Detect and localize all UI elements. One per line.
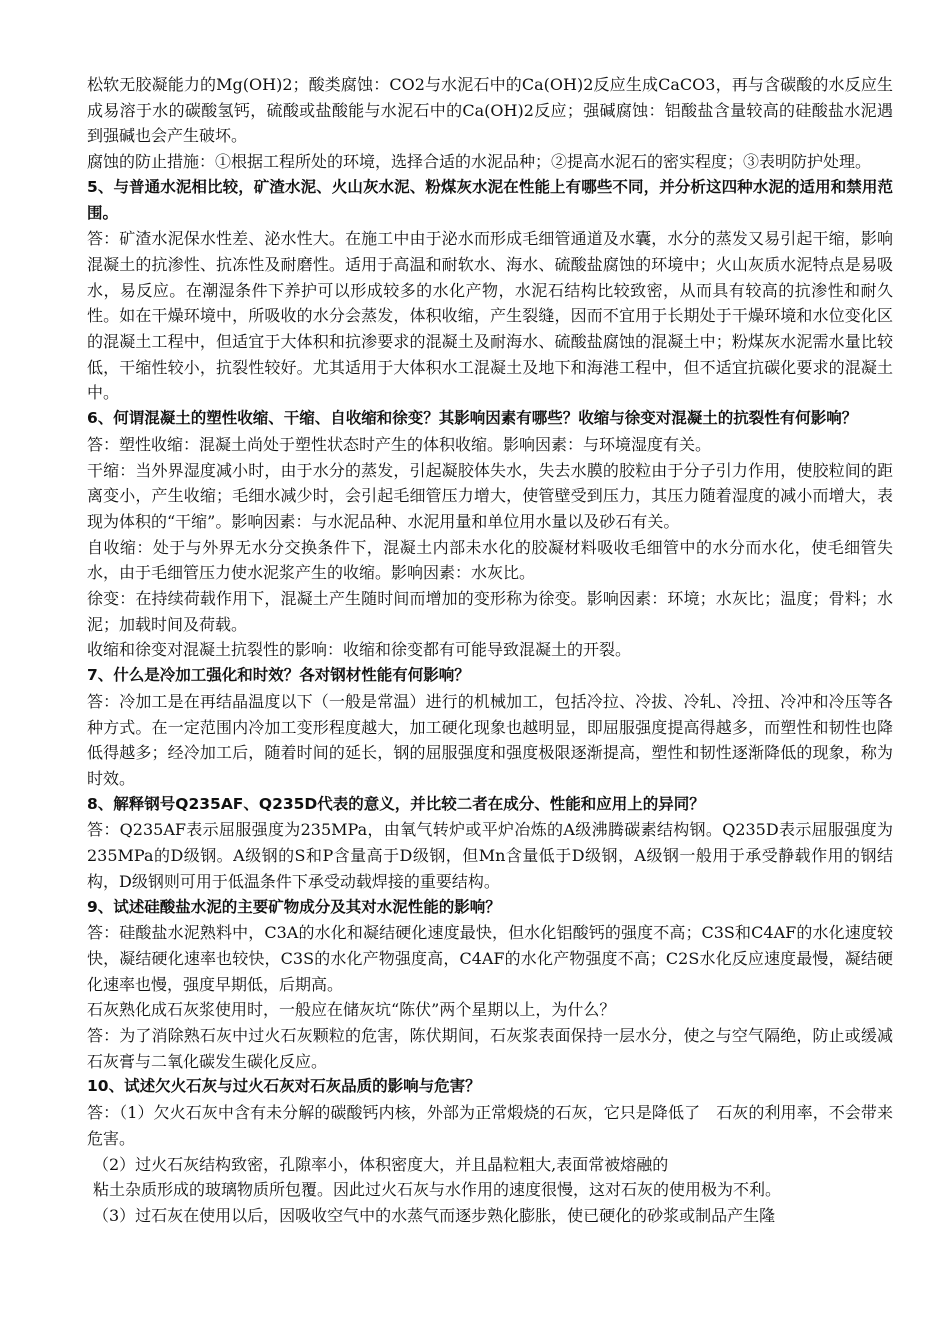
lime-slaking-answer: 答：为了消除熟石灰中过火石灰颗粒的危害，陈伏期间，石灰浆表面保持一层水分，使之与空气隔绝，防止或缓减石灰膏与二氧化碳发生碳化反应。 (87, 1026, 893, 1071)
paragraph-corrosion-types: 松软无胶凝能力的Mg(OH)2；酸类腐蚀：CO2与水泥石中的Ca(OH)2反应生成CaCO3，再与含碳酸的水反应生成易溶于水的碳酸氢钙，硫酸或盐酸能与水泥石中的Ca(OH)2反应；强碱腐蚀：铝酸盐含量较高的硅酸盐水泥遇到强碱也会产生破坏。 (87, 75, 893, 146)
question-5-heading: 5、与普通水泥相比较，矿渣水泥、火山灰水泥、粉煤灰水泥在性能上有哪些不同，并分析这四种水泥的适用和禁用范围。 (87, 177, 893, 222)
answer-6-crack-effect: 收缩和徐变对混凝土抗裂性的影响：收缩和徐变都有可能导致混凝土的开裂。 (87, 640, 632, 660)
question-6-heading: 6、何谓混凝土的塑性收缩、干缩、自收缩和徐变？其影响因素有哪些？收缩与徐变对混凝土的抗裂性有何影响？ (87, 409, 858, 428)
answer-8: 答：Q235AF表示屈服强度为235MPa，由氧气转炉或平炉冶炼的A级沸腾碳素结构钢。Q235D表示屈服强度为235MPa的D级钢。A级钢的S和P含量高于D级钢，但Mn含量低于D级钢，A级钢一般用于承受静载作用的钢结构，D级钢则可用于低温条件下承受动载焊接的重要结构。 (87, 820, 893, 891)
question-8-heading: 8、解释钢号Q235AF、Q235D代表的意义，并比较二者在成分、性能和应用上的异同？ (87, 794, 705, 813)
answer-9: 答：硅酸盐水泥熟料中，C3A的水化和凝结硬化速度最快，但水化铝酸钙的强度不高；C3S和C4AF的水化速度较快，凝结硬化速率也较快，C3S的水化产物强度高，C4AF的水化产物强度不高；C2S水化反应速度最慢，凝结硬化速率也慢，强度早期低，后期高。 (87, 923, 893, 994)
answer-5: 答：矿渣水泥保水性差、泌水性大。在施工中由于泌水而形成毛细管通道及水囊，水分的蒸发又易引起干缩，影响混凝土的抗渗性、抗冻性及耐磨性。适用于高温和耐软水、海水、硫酸盐腐蚀的环境中；火山灰质水泥特点是易吸水，易反应。在潮湿条件下养护可以形成较多的水化产物，水泥石结构比较致密，从而具有较高的抗渗性和耐久性。如在干燥环境中，所吸收的水分会蒸发，体积收缩，产生裂缝，因而不宜用于长期处于干燥环境和水位变化区的混凝土工程中，但适宜于大体积和抗渗要求的混凝土及耐海水、硫酸盐腐蚀的混凝土中；粉煤灰水泥需水量比较低，干缩性较小，抗裂性较好。尤其适用于大体积水工混凝土及地下和海港工程中，但不适宜抗碳化要求的混凝土中。 (87, 229, 893, 403)
answer-6-plastic-shrinkage: 答：塑性收缩：混凝土尚处于塑性状态时产生的体积收缩。影响因素：与环境湿度有关。 (87, 434, 712, 454)
paragraph-corrosion-prevention: 腐蚀的防止措施：①根据工程所处的环境，选择合适的水泥品种；②提高水泥石的密实程度；③表明防护处理。 (87, 152, 872, 172)
answer-6-creep: 徐变：在持续荷载作用下，混凝土产生随时间而增加的变形称为徐变。影响因素：环境；水灰比；温度；骨料；水泥；加载时间及荷载。 (87, 589, 893, 634)
answer-7: 答：冷加工是在再结晶温度以下（一般是常温）进行的机械加工，包括冷拉、冷拔、冷轧、冷扭、冷冲和冷压等各种方式。在一定范围内冷加工变形程度越大，加工硬化现象也越明显，即屈服强度提高得越多，而塑性和韧性也降低得越多；经冷加工后，随着时间的延长，钢的屈服强度和强度极限逐渐提高，塑性和韧性逐渐降低的现象，称为时效。 (87, 691, 893, 788)
question-7-heading: 7、什么是冷加工强化和时效？各对钢材性能有何影响？ (87, 666, 470, 685)
answer-10-part-3: （3）过石灰在使用以后，因吸收空气中的水蒸气而逐步熟化膨胀，使已硬化的砂浆或制品产生隆 (93, 1205, 776, 1225)
document-page (87, 72, 893, 1229)
answer-6-autogenous-shrinkage: 自收缩：处于与外界无水分交换条件下，混凝土内部未水化的胶凝材料吸收毛细管中的水分而水化，使毛细管失水，由于毛细管压力使水泥浆产生的收缩。影响因素：水灰比。 (87, 537, 893, 583)
question-9-heading: 9、试述硅酸盐水泥的主要矿物成分及其对水泥性能的影响？ (87, 897, 501, 916)
lime-slaking-question: 石灰熟化成石灰浆使用时，一般应在储灰坑“陈伏”两个星期以上，为什么？ (87, 1000, 616, 1020)
answer-10-part-2: （2）过火石灰结构致密，孔隙率小，体积密度大，并且晶粒粗大,表面常被熔融的 (93, 1154, 669, 1174)
question-10-heading: 10、试述欠火石灰与过火石灰对石灰品质的影响与危害？ (87, 1077, 481, 1096)
answer-10-part-1: 答：（1）欠火石灰中含有未分解的碳酸钙内核，外部为正常煅烧的石灰，它只是降低了 石灰的利用率，不会带来危害。 (87, 1103, 893, 1148)
answer-6-drying-shrinkage: 干缩：当外界湿度减小时，由于水分的蒸发，引起凝胶体失水，失去水膜的胶粒由于分子引力作用，使胶粒间的距离变小，产生收缩；毛细水减少时，会引起毛细管压力增大，使管壁受到压力，其压力随着湿度的减小而增大，表现为体积的“干缩”。影响因素：与水泥品种、水泥用量和单位用水量以及砂石有关。 (87, 460, 893, 531)
answer-10-part-2-continued: 粘土杂质形成的玻璃物质所包覆。因此过火石灰与水作用的速度很慢，这对石灰的使用极为不利。 (93, 1180, 782, 1200)
